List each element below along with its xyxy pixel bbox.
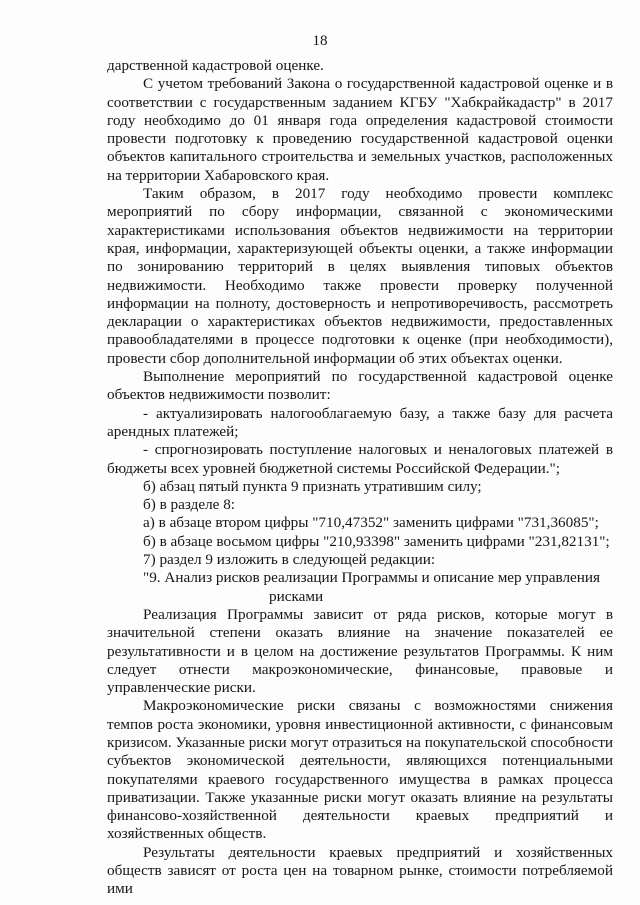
amendment-item-b-section-8: б) в разделе 8: bbox=[143, 496, 236, 514]
paragraph-enterprise-results: Результаты деятельности краевых предприятий и хозяйственных обществ зависят от роста цен на товарном рынке, стоимости потребляемой ими bbox=[107, 843, 613, 898]
amendment-item-a-second-paragraph: а) в абзаце втором цифры "710,47352" заменить цифрами "731,36085"; bbox=[143, 514, 599, 532]
section-9-heading-line2: рисками bbox=[269, 587, 324, 605]
section-9-heading-line1: "9. Анализ рисков реализации Программы и описание мер управления bbox=[143, 569, 601, 587]
paragraph-program-risks: Реализация Программы зависит от ряда рисков, которые могут в значительной степени оказать влияние на значение показателей ее результативности и в целом на достижение результатов Программы. К ним следует отнести макроэкономические, финансовые, правовые и управленческие риски. bbox=[107, 605, 613, 697]
section-9-heading bbox=[107, 569, 613, 606]
amendment-item-7-section-9: 7) раздел 9 изложить в следующей редакции: bbox=[143, 551, 436, 569]
paragraph-bullet-tax-base: - актуализировать налогооблагаемую базу, а также базу для расчета арендных платежей; bbox=[107, 404, 613, 440]
amendment-item-b-paragraph-five: б) абзац пятый пункта 9 признать утратившим силу; bbox=[143, 477, 482, 495]
paragraph-law-requirements: С учетом требований Закона о государственной кадастровой оценке и в соответствии с государственным заданием КГБУ "Хабкрайкадастр" в 2017 году необходимо до 01 января года определения кадастровой стоимости провести подготовку к проведению государственной кадастровой оценки объектов капитального строительства и земельных участков, расположенных на территории Хабаровского края. bbox=[107, 75, 613, 184]
paragraph-continuation: дарственной кадастровой оценке. bbox=[107, 57, 324, 74]
paragraph-measures-2017: Таким образом, в 2017 году необходимо провести комплекс мероприятий по сбору информации, связанной с экономическими характеристиками использования объектов недвижимости на территории края, информации, характеризующей объекты оценки, а также информации по зонированию территорий в целях выявления типовых объектов недвижимости. Необходимо также провести проверку полученной информации на полноту, достоверность и непротиворечивость, рассмотреть декларации о характеристиках объектов недвижимости, предоставленных правообладателями в процессе подготовки к оценке (при необходимости), провести сбор дополнительной информации об этих объектах оценки. bbox=[107, 185, 613, 367]
amendment-item-b-eighth-paragraph: б) в абзаце восьмом цифры "210,93398" заменить цифрами "231,82131"; bbox=[143, 532, 610, 550]
paragraph-bullet-forecast: - спрогнозировать поступление налоговых и неналоговых платежей в бюджеты всех уровней бюджетной системы Российской Федерации."; bbox=[107, 441, 613, 477]
document-body bbox=[107, 57, 613, 899]
paragraph-macroeconomic-risks: Макроэкономические риски связаны с возможностями снижения темпов роста экономики, уровня инвестиционной активности, с финансовым кризисом. Указанные риски могут отразиться на покупательской способности субъектов экономической деятельности, являющихся потенциальными покупателями краевого государственного имущества в рамках процесса приватизации. Также указанные риски могут оказать влияние на результаты финансово-хозяйственной деятельности краевых предприятий и хозяйственных обществ. bbox=[107, 697, 613, 843]
paragraph-valuation-measures: Выполнение мероприятий по государственной кадастровой оценке объектов недвижимости позволит: bbox=[107, 368, 613, 404]
page-number: 18 bbox=[312, 33, 328, 49]
